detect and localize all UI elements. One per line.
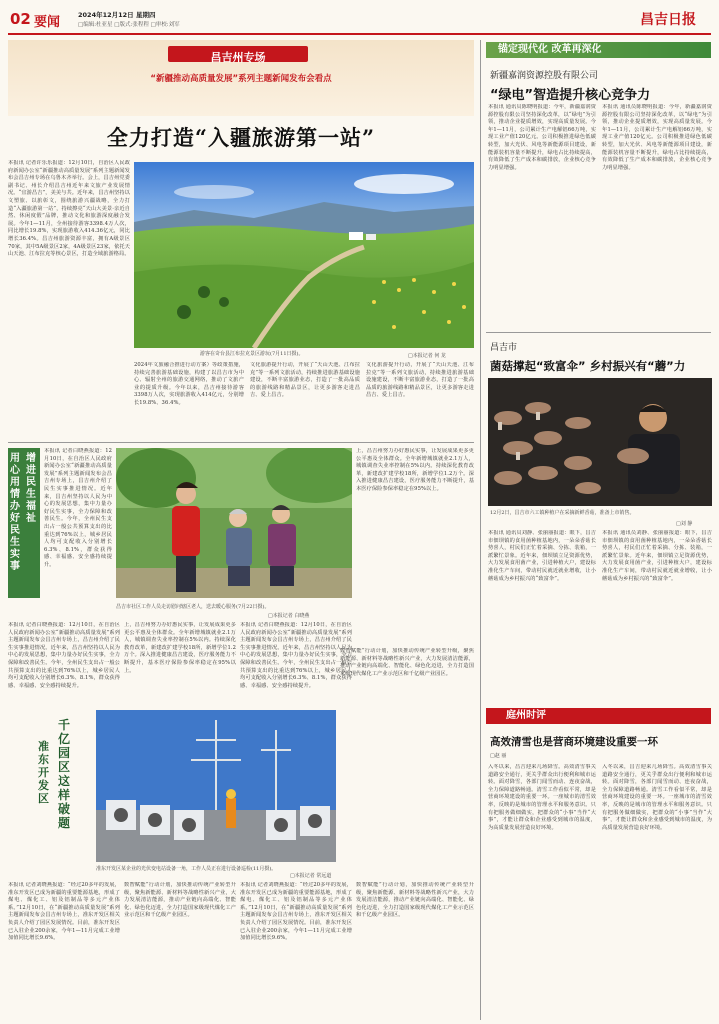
park-body-right: 数智赋能”行动计划，加快推动传统产业转型升级，聚焦新能源、新材料等战略性新兴产业，大力发展清洁能源，推动产业链向高端化、智能化、绿色化迈进，全力打造国家级现代煤化工产业示范区和千亿级产业园区。 (340, 648, 474, 677)
reform-banner-text: 锚定现代化 改革再深化 (498, 44, 602, 55)
park-label: 千亿园区这样破题 (58, 718, 71, 830)
community-visit-image (116, 448, 352, 598)
column-title: 昌吉州专场 (210, 51, 266, 64)
welfare-label-box (8, 448, 40, 598)
park-body-bottom-3: 本报讯 记者刘晓燕报道：“经过20多年的发展，准东开发区已成为新疆的重要能源基地，形成了煤电、煤化工、铝及铝制品等多元产业体系。”12月10日，在“新疆推动高质量发展”系列主题新闻发布会昌吉州专场上，准东开发区相关负责人介绍了园区发展情况。目前，准东开发区已入驻企业200余家，今年1—11月完成工业增加值同比增长9.6%。 (240, 882, 352, 942)
opinion-body-1: 入冬以来，昌吉迎来几场降雪。高效清雪事关道路安全通行，更关乎群众出行便利和城市运转。面对降雪，各部门闻雪而动、连夜奋战，全力保障道路畅通。清雪工作看似平常，却是营商环境建设的重要一环。一座城市的清雪效率，反映的是城市的管理水平和服务意识。只有把服务做细做实，把群众的“小事”当作“大事”，才能让群众和企业感受到城市的温度，为高质量发展营造良好环境。 (488, 764, 596, 831)
green-body-1: 本报讯 通讯员陈晓明报道：今年，新疆嘉润资源控股有限公司坚持深化改革，以“绿电”为引领，推动企业提质增效，实现高质量发展。今年1—11月，公司累计生产电解铝66万吨，实现工业产值120亿元。公司积极推进绿色低碳转型，加大光伏、风电等新能源项目建设，新能源装机容量不断提升，绿电占比持续提高，有效降低了生产成本和碳排放，企业核心竞争力明显增强。 (488, 104, 596, 171)
opinion-banner (486, 708, 711, 724)
tourism-reporter: □本报记者 何 龙 (408, 353, 446, 359)
opinion-headline: 高效清雪也是营商环境建设重要一环 (490, 736, 658, 748)
mushroom-county: 昌吉市 (490, 343, 518, 353)
welfare-label: 用心用情办好民生实事 (10, 453, 20, 572)
park-body-bottom-1: 本报讯 记者刘晓燕报道：“经过20多年的发展，准东开发区已成为新疆的重要能源基地，形成了煤电、煤化工、铝及铝制品等多元产业体系。”12月10日，在“新疆推动高质量发展”系列主题新闻发布会昌吉州专场上，准东开发区相关负责人介绍了园区发展情况。目前，准东开发区已入驻企业200余家，今年1—11月完成工业增加值同比增长9.6%。 (8, 882, 120, 942)
green-body-2: 本报讯 通讯员陈晓明报道：今年，新疆嘉润资源控股有限公司坚持深化改革，以“绿电”为引领，推动企业提质增效，实现高质量发展。今年1—11月，公司累计生产电解铝66万吨，实现工业产值120亿元。公司积极推进绿色低碳转型，加大光伏、风电等新能源项目建设，新能源装机容量不断提升，绿电占比持续提高，有效降低了生产成本和碳排放，企业核心竞争力明显增强。 (602, 104, 712, 171)
tourism-photo (134, 162, 474, 348)
tourism-photo-caption: 游客在奇台县江布拉克景区游玩(7月11日摄)。 (200, 351, 304, 357)
welfare-body-intro: 本报讯 记者白晓燕报道：12月10日，在自治区人民政府新闻办公室“新疆推动高质量发展”系列主题新闻发布会昌吉州专场上，昌吉州介绍了民生实事推进情况。近年来，昌吉州坚持以人民为中心的发展思想，集中力量办好民生实事，全力保障和改善民生。今年，全州民生支出占一般公共预算支出的比重达到76%以上，城乡居民人均可支配收入分别增长6.3%、8.1%，群众获得感、幸福感、安全感持续提升。 (44, 448, 112, 568)
divider (486, 332, 711, 333)
park-body-bottom-2: 数智赋能”行动计划，加快推动传统产业转型升级，聚焦新能源、新材料等战略性新兴产业，大力发展清洁能源，推动产业链向高端化、智能化、绿色化迈进，全力打造国家级现代煤化工产业示范区和千亿级产业园区。 (124, 882, 236, 919)
column-badge (168, 46, 308, 62)
mushroom-headline: 菌菇撑起“致富伞” 乡村振兴有“蘑”力 (490, 359, 686, 373)
special-header (8, 40, 474, 116)
masthead (0, 0, 719, 34)
mushroom-photo (488, 378, 712, 506)
welfare-body-bottom-left: 本报讯 记者白晓燕报道：12月10日，在自治区人民政府新闻办公室“新疆推动高质量发展”系列主题新闻发布会昌吉州专场上，昌吉州介绍了民生实事推进情况。近年来，昌吉州坚持以人民为中心的发展思想，集中力量办好民生实事，全力保障和改善民生。今年，全州民生支出占一般公共预算支出的比重达到76%以上，城乡居民人均可支配收入分别增长6.3%、8.1%，群众获得感、幸福感、安全感持续提升。 (8, 622, 120, 689)
column-separator (480, 40, 481, 1020)
mushroom-farmer-image (488, 378, 712, 506)
mushroom-body-1: 本报讯 通讯员刘静、张丽丽报道：眼下，昌吉市佃坝镇的食用菌种植基地内，一朵朵香菇长势喜人，村民们正忙着采摘、分拣、装箱，一派繁忙景象。近年来，佃坝镇立足资源优势，大力发展食用菌产业，引进种植大户，建设标准化生产车间，带动村民就近就业增收，让小蘑菇成为乡村振兴的“致富伞”。 (488, 530, 596, 582)
park-label2: 准东开发区 (38, 740, 49, 805)
park-label-box (8, 710, 92, 830)
welfare-body-right: 上，昌吉州努力办好惠民实事，让发展成果更多更公平惠及全体群众。全年新增城镇就业2.1万人，城镇调查失业率控制在5%以内。持续深化教育改革，新建改扩建学校18所，新增学位1.2万个。深入推进健康昌吉建设，医疗服务能力不断提升，基本医疗保险参保率稳定在95%以上。 (356, 448, 474, 492)
welfare-reporter: □本报记者 白晓燕 (268, 613, 310, 619)
mushroom-reporter: □刘 静 (676, 521, 693, 527)
reform-banner (486, 42, 711, 58)
company-name: 新疆嘉润资源控股有限公司 (490, 71, 599, 81)
park-photo-caption: 准东开发区某企业的光伏变电站设备一角，工作人员正在进行设备巡检(11月摄)。 (96, 866, 277, 872)
opinion-banner-text: 庭州时评 (506, 710, 546, 721)
welfare-body-bottom-mid2: 本报讯 记者白晓燕报道：12月10日，在自治区人民政府新闻办公室“新疆推动高质量发展”系列主题新闻发布会昌吉州专场上，昌吉州介绍了民生实事推进情况。近年来，昌吉州坚持以人民为中心的发展思想，集中力量办好民生实事，全力保障和改善民生。今年，全州民生支出占一般公共预算支出的比重达到76%以上，城乡居民人均可支配收入分别增长6.3%、8.1%，群众获得感、幸福感、安全感持续提升。 (240, 622, 352, 689)
editor-credits: □编辑:杜亚星 □版式:张程程 □审校:刘军 (78, 22, 180, 28)
park-photo (96, 710, 336, 862)
opinion-author: □赵 丽 (490, 753, 507, 759)
page-number: 02 (10, 10, 31, 28)
tourism-body-mid: 2024年文旅融合推进行动方案）等政策措施，持续完善旅游基础设施，构建了以昌吉市为中心、辐射全州的旅游交通网络，推动了文旅产业的提质升级。今年以来，昌吉州接待游客3398万人次，实现旅游收入414亿元，分别增长19.8%、36.4%。 (134, 362, 244, 406)
issue-date: 2024年12月12日 星期四 (78, 11, 156, 19)
welfare-label2: 增进民生福祉 (26, 453, 36, 524)
series-subtitle: “新疆推动高质量发展”系列主题新闻发布会看点 (150, 74, 332, 84)
tourism-body-right: 文化旅游提升行动，开展了“天山天池、江布拉克”等一系列文旅活动，持续推进旅游基础设施建设，不断丰富旅游业态，打造了一批高品质的旅游线路和精品景区，让更多游客走进昌吉、爱上昌吉。 (250, 362, 360, 399)
masthead-divider (8, 33, 711, 35)
tourism-body-left: 本报讯 记者许乐乐报道：12月10日，自治区人民政府新闻办公室“新疆推动高质量发展”系列主题新闻发布会昌吉州专场在乌鲁木齐举行。会上，昌吉州党委副书记、州长介绍昌吉州近年来文旅产业发展情况。“宜游昌吉”，美美与共。近年来，昌吉州坚持以文塑旅、以旅彰文，围绕旅游兴疆战略，全力打造“入疆旅游第一站”，持续擦亮“天山大美景·亲近自然、休闲度假”品牌，推动文化和旅游深度融合发展。今年1—11月，全州接待游客3398.4万人次，同比增长19.8%，实现旅游收入414.36亿元，同比增长36.4%。昌吉州旅游资源丰富，拥有A级景区70家，其中5A级景区2家，4A级景区23家，依托天山天池、江布拉克等核心景区，打造全域旅游格局。 (8, 160, 130, 258)
tourism-body-right2: 文化旅游提升行动，开展了“天山天池、江布拉克”等一系列文旅活动，持续推进旅游基础设施建设，不断丰富旅游业态，打造了一批高品质的旅游线路和精品景区，让更多游客走进昌吉、爱上昌吉。 (366, 362, 474, 399)
park-body-bottom-4: 数智赋能”行动计划，加快推动传统产业转型升级，聚焦新能源、新材料等战略性新兴产业，大力发展清洁能源，推动产业链向高端化、智能化、绿色化迈进，全力打造国家级现代煤化工产业示范区和千亿级产业园区。 (356, 882, 474, 919)
grassland-landscape-image (134, 162, 474, 348)
green-headline: “绿电”智造提升核心竞争力 (490, 88, 651, 103)
divider (8, 442, 474, 443)
welfare-photo (116, 448, 352, 598)
main-headline: 全力打造“入疆旅游第一站” (106, 125, 376, 150)
section-name: 要闻 (34, 15, 61, 30)
welfare-body-bottom-mid: 上，昌吉州努力办好惠民实事，让发展成果更多更公平惠及全体群众。全年新增城镇就业2.1万人，城镇调查失业率控制在5%以内。持续深化教育改革，新建改扩建学校18所，新增学位1.2万个。深入推进健康昌吉建设，医疗服务能力不断提升，基本医疗保险参保率稳定在95%以上。 (124, 622, 236, 674)
mushroom-body-2: 本报讯 通讯员刘静、张丽丽报道：眼下，昌吉市佃坝镇的食用菌种植基地内，一朵朵香菇长势喜人，村民们正忙着采摘、分拣、装箱，一派繁忙景象。近年来，佃坝镇立足资源优势，大力发展食用菌产业，引进种植大户，建设标准化生产车间，带动村民就近就业增收，让小蘑菇成为乡村振兴的“致富伞”。 (602, 530, 712, 582)
paper-name: 昌吉日报 (640, 12, 696, 28)
welfare-photo-caption: 昌吉市社区工作人员走访慰问辖区老人，送去暖心服务(7月22日摄)。 (116, 604, 270, 610)
opinion-body-2: 入冬以来，昌吉迎来几场降雪。高效清雪事关道路安全通行，更关乎群众出行便利和城市运转。面对降雪，各部门闻雪而动、连夜奋战，全力保障道路畅通。清雪工作看似平常，却是营商环境建设的重要一环。一座城市的清雪效率，反映的是城市的管理水平和服务意识。只有把服务做细做实，把群众的“小事”当作“大事”，才能让群众和企业感受到城市的温度，为高质量发展营造良好环境。 (602, 764, 712, 831)
park-reporter: □本报记者 常远道 (290, 873, 332, 879)
substation-image (96, 710, 336, 862)
mushroom-photo-caption: 12月2日，昌吉市六工镇种植户在采摘新鲜香菇，准备上市销售。 (490, 510, 635, 516)
